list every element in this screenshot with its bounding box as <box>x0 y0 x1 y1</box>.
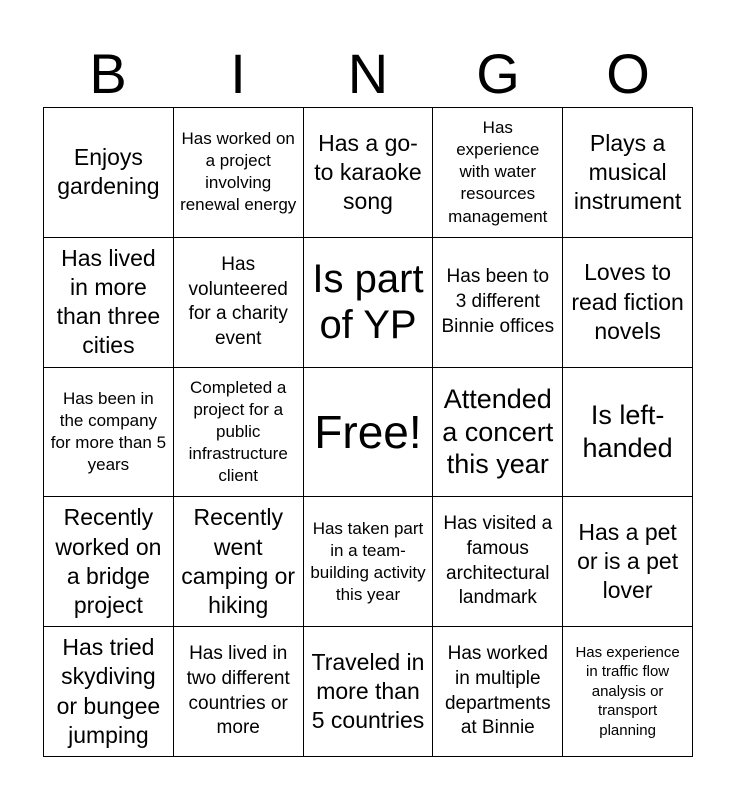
bingo-cell-r5c2[interactable] <box>174 627 304 757</box>
cell-text: Is part of YP <box>312 257 424 348</box>
free-space-text: Free! <box>314 405 422 458</box>
bingo-cell-r4c5[interactable] <box>563 497 693 627</box>
cell-text: Has taken part in a team-building activity this year <box>310 518 426 604</box>
bingo-cell-r3c4[interactable] <box>433 368 563 498</box>
cell-text: Has worked on a project involving renewal energy <box>180 129 297 215</box>
bingo-cell-r1c3[interactable] <box>304 108 434 238</box>
bingo-cell-r4c3[interactable] <box>304 497 434 627</box>
cell-text: Is left-handed <box>582 400 673 463</box>
cell-text: Has volunteered for a charity event <box>188 253 288 349</box>
cell-text: Has lived in more than three cities <box>56 244 161 359</box>
bingo-cell-r5c3[interactable] <box>304 627 434 757</box>
cell-text: Has experience in traffic flow analysis or transport planning <box>575 643 680 739</box>
bingo-cell-r4c4[interactable] <box>433 497 563 627</box>
bingo-cell-r5c4[interactable] <box>433 627 563 757</box>
cell-text: Has experience with water resources management <box>448 118 548 226</box>
bingo-cell-r4c1[interactable] <box>44 497 174 627</box>
header-letter-o: O <box>606 42 650 105</box>
cell-text: Has tried skydiving or bungee jumping <box>56 634 161 748</box>
bingo-cell-r1c1[interactable] <box>44 108 174 238</box>
header-letter-n: N <box>347 42 389 105</box>
cell-text: Loves to read fiction novels <box>571 259 684 344</box>
bingo-cell-r1c2[interactable] <box>174 108 304 238</box>
cell-text: Recently went camping or hiking <box>181 504 296 618</box>
bingo-cell-free[interactable] <box>304 368 434 498</box>
cell-text: Recently worked on a bridge project <box>55 504 162 618</box>
header-letter-i: I <box>230 42 246 105</box>
cell-text: Has a go-to karaoke song <box>314 129 422 214</box>
bingo-cell-r3c5[interactable] <box>563 368 693 498</box>
bingo-cell-r2c3[interactable] <box>304 238 434 368</box>
cell-text: Traveled in more than 5 countries <box>311 648 425 734</box>
cell-text: Has worked in multiple departments at Binnie <box>444 643 551 739</box>
bingo-cell-r3c1[interactable] <box>44 368 174 498</box>
bingo-cell-r1c4[interactable] <box>433 108 563 238</box>
cell-text: Has a pet or is a pet lover <box>577 518 679 604</box>
bingo-cell-r2c2[interactable] <box>174 238 304 368</box>
bingo-cell-r3c2[interactable] <box>174 368 304 498</box>
bingo-cell-r1c5[interactable] <box>563 108 693 238</box>
bingo-cell-r2c4[interactable] <box>433 238 563 368</box>
bingo-cell-r2c5[interactable] <box>563 238 693 368</box>
cell-text: Has lived in two different countries or more <box>186 643 290 739</box>
cell-text: Has been in the company for more than 5 years <box>50 388 167 475</box>
cell-text: Enjoys gardening <box>57 144 160 200</box>
header-letter-b: B <box>89 42 127 105</box>
bingo-cell-r4c2[interactable] <box>174 497 304 627</box>
bingo-header <box>43 40 693 108</box>
cell-text: Plays a musical instrument <box>573 129 682 214</box>
bingo-cell-r5c5[interactable] <box>563 627 693 757</box>
bingo-cell-r5c1[interactable] <box>44 627 174 757</box>
header-letter-g: G <box>476 42 520 105</box>
cell-text: Has been to 3 different Binnie offices <box>441 266 555 337</box>
cell-text: Has visited a famous architectural landmark <box>443 513 553 609</box>
bingo-cell-r2c1[interactable] <box>44 238 174 368</box>
cell-text: Attended a concert this year <box>442 383 554 480</box>
bingo-card-grid <box>43 107 693 757</box>
cell-text: Completed a project for a public infrastructure client <box>188 377 288 486</box>
